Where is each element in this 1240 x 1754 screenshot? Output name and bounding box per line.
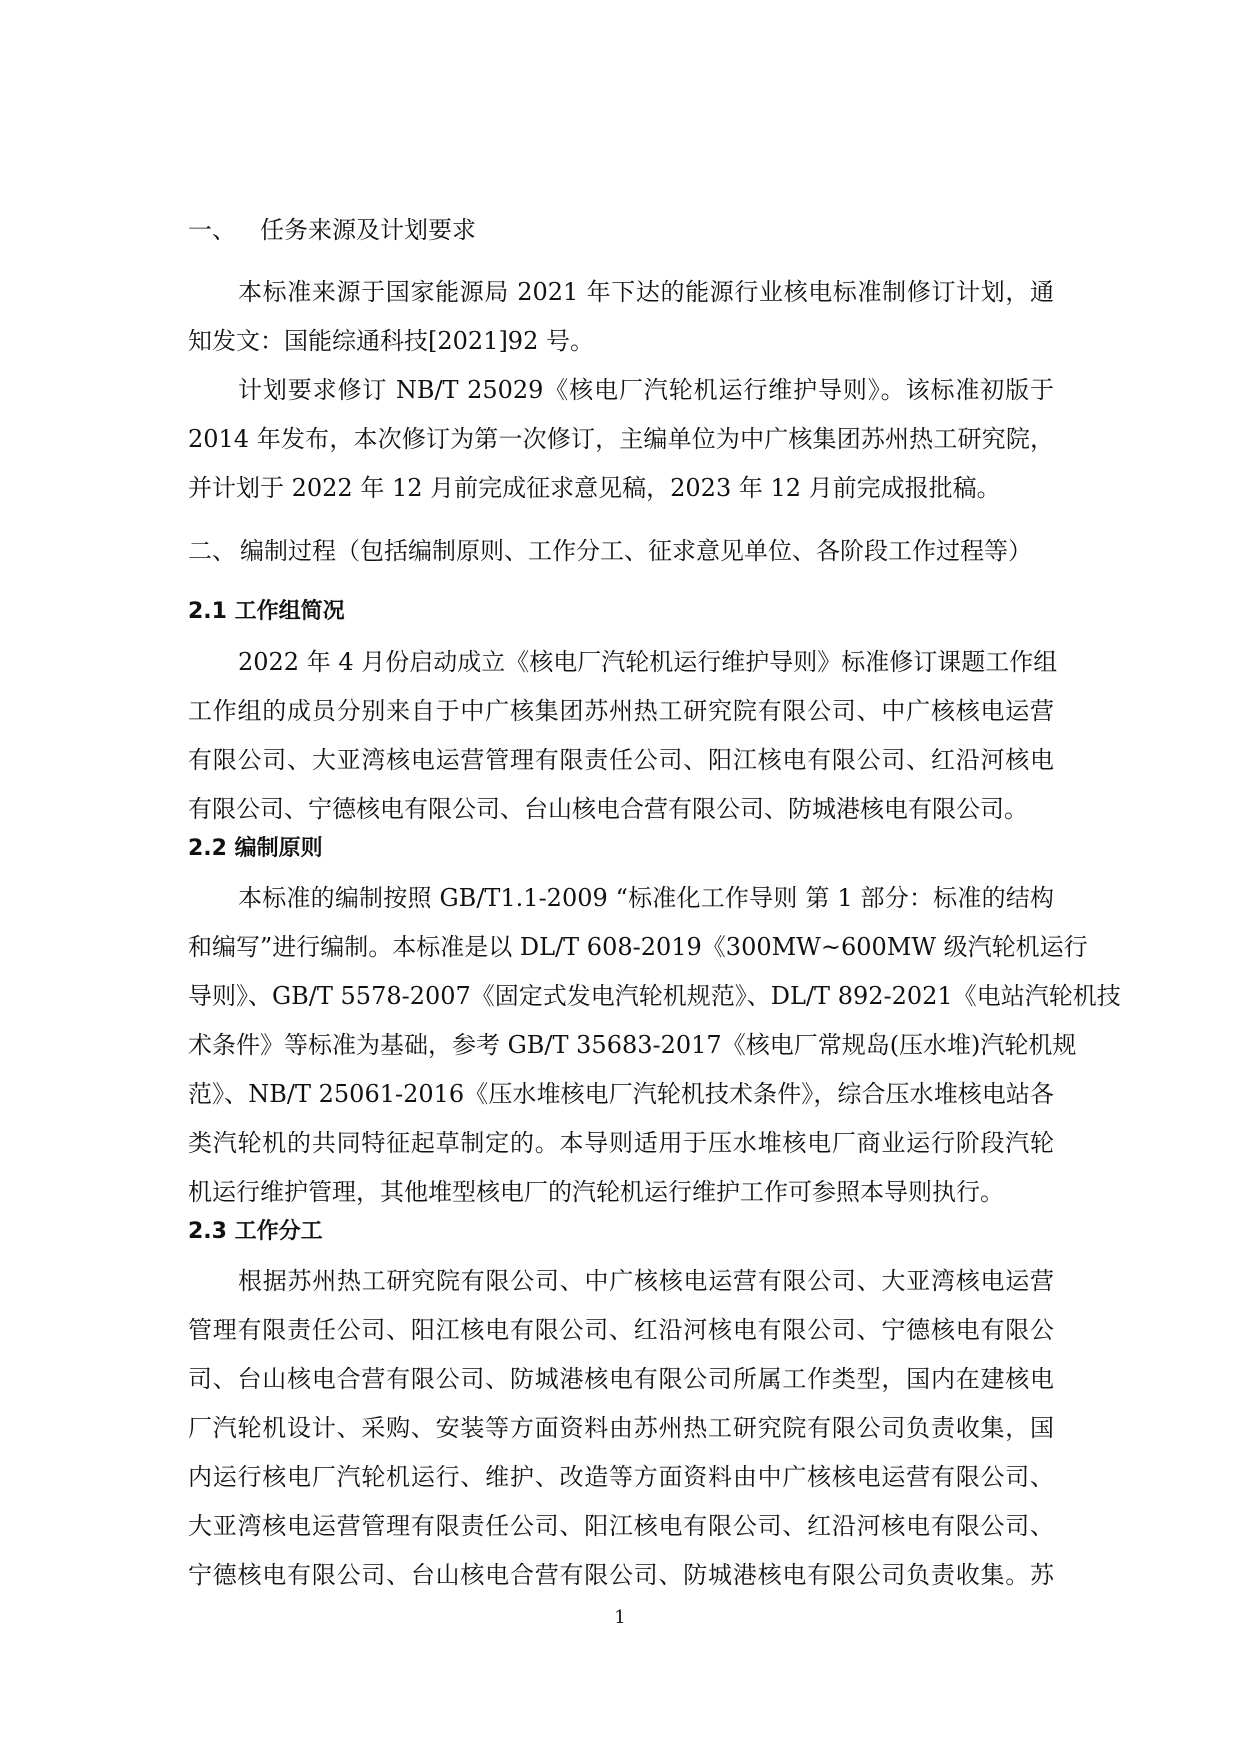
paragraph-line: 2022 年 4 月份启动成立《核电厂汽轮机运行维护导则》标准修订课题工作组 bbox=[238, 648, 1058, 676]
paragraph-line: 导则》、GB/T 5578-2007《固定式发电汽轮机规范》、DL/T 892-2021《电站汽轮机技 bbox=[188, 982, 1121, 1010]
section-1-title: 任务来源及计划要求 bbox=[260, 216, 476, 244]
section-2-heading bbox=[188, 535, 1032, 567]
section-2-title: 编制过程（包括编制原则、工作分工、征求意见单位、各阶段工作过程等） bbox=[240, 537, 1032, 565]
paragraph-line: 和编写”进行编制。本标准是以 DL/T 608-2019《300MW~600MW 级汽轮机运行 bbox=[188, 933, 1088, 961]
paragraph-line: 本标准的编制按照 GB/T1.1-2009 “标准化工作导则 第 1 部分：标准的结构 bbox=[238, 884, 1054, 912]
subsection-2-3-title: 2.3 工作分工 bbox=[188, 1219, 323, 1244]
paragraph-line: 有限公司、宁德核电有限公司、台山核电合营有限公司、防城港核电有限公司。 bbox=[188, 795, 1028, 823]
paragraph-line: 类汽轮机的共同特征起草制定的。本导则适用于压水堆核电厂商业运行阶段汽轮 bbox=[188, 1129, 1054, 1157]
paragraph-line: 大亚湾核电运营管理有限责任公司、阳江核电有限公司、红沿河核电有限公司、 bbox=[188, 1512, 1054, 1540]
paragraph-line: 工作组的成员分别来自于中广核集团苏州热工研究院有限公司、中广核核电运营 bbox=[188, 697, 1054, 725]
paragraph-line: 司、台山核电合营有限公司、防城港核电有限公司所属工作类型，国内在建核电 bbox=[188, 1365, 1054, 1393]
section-2-number: 二、 bbox=[188, 537, 236, 565]
page-number: 1 bbox=[614, 1607, 626, 1628]
paragraph-line: 计划要求修订 NB/T 25029《核电厂汽轮机运行维护导则》。该标准初版于 bbox=[238, 376, 1054, 404]
paragraph-line: 厂汽轮机设计、采购、安装等方面资料由苏州热工研究院有限公司负责收集，国 bbox=[188, 1414, 1054, 1442]
section-1-number: 一、 bbox=[188, 216, 236, 244]
subsection-2-2-title: 2.2 编制原则 bbox=[188, 836, 323, 861]
paragraph-line: 2014 年发布，本次修订为第一次修订，主编单位为中广核集团苏州热工研究院， bbox=[188, 425, 1054, 453]
subsection-2-1-title: 2.1 工作组简况 bbox=[188, 599, 345, 624]
section-1-heading bbox=[188, 214, 476, 246]
paragraph-line: 有限公司、大亚湾核电运营管理有限责任公司、阳江核电有限公司、红沿河核电 bbox=[188, 746, 1054, 774]
paragraph-line: 管理有限责任公司、阳江核电有限公司、红沿河核电有限公司、宁德核电有限公 bbox=[188, 1316, 1054, 1344]
paragraph-line: 并计划于 2022 年 12 月前完成征求意见稿，2023 年 12 月前完成报批稿。 bbox=[188, 474, 1001, 502]
paragraph-line: 本标准来源于国家能源局 2021 年下达的能源行业核电标准制修订计划，通 bbox=[238, 278, 1054, 306]
paragraph-line: 机运行维护管理，其他堆型核电厂的汽轮机运行维护工作可参照本导则执行。 bbox=[188, 1178, 1004, 1206]
paragraph-line: 宁德核电有限公司、台山核电合营有限公司、防城港核电有限公司负责收集。苏 bbox=[188, 1561, 1054, 1589]
paragraph-line: 知发文：国能综通科技[2021]92 号。 bbox=[188, 327, 594, 355]
paragraph-line: 内运行核电厂汽轮机运行、维护、改造等方面资料由中广核核电运营有限公司、 bbox=[188, 1463, 1054, 1491]
paragraph-line: 术条件》等标准为基础，参考 GB/T 35683-2017《核电厂常规岛(压水堆)汽轮机规 bbox=[188, 1031, 1077, 1059]
paragraph-line: 根据苏州热工研究院有限公司、中广核核电运营有限公司、大亚湾核电运营 bbox=[238, 1267, 1054, 1295]
paragraph-line: 范》、NB/T 25061-2016《压水堆核电厂汽轮机技术条件》，综合压水堆核电站各 bbox=[188, 1080, 1054, 1108]
